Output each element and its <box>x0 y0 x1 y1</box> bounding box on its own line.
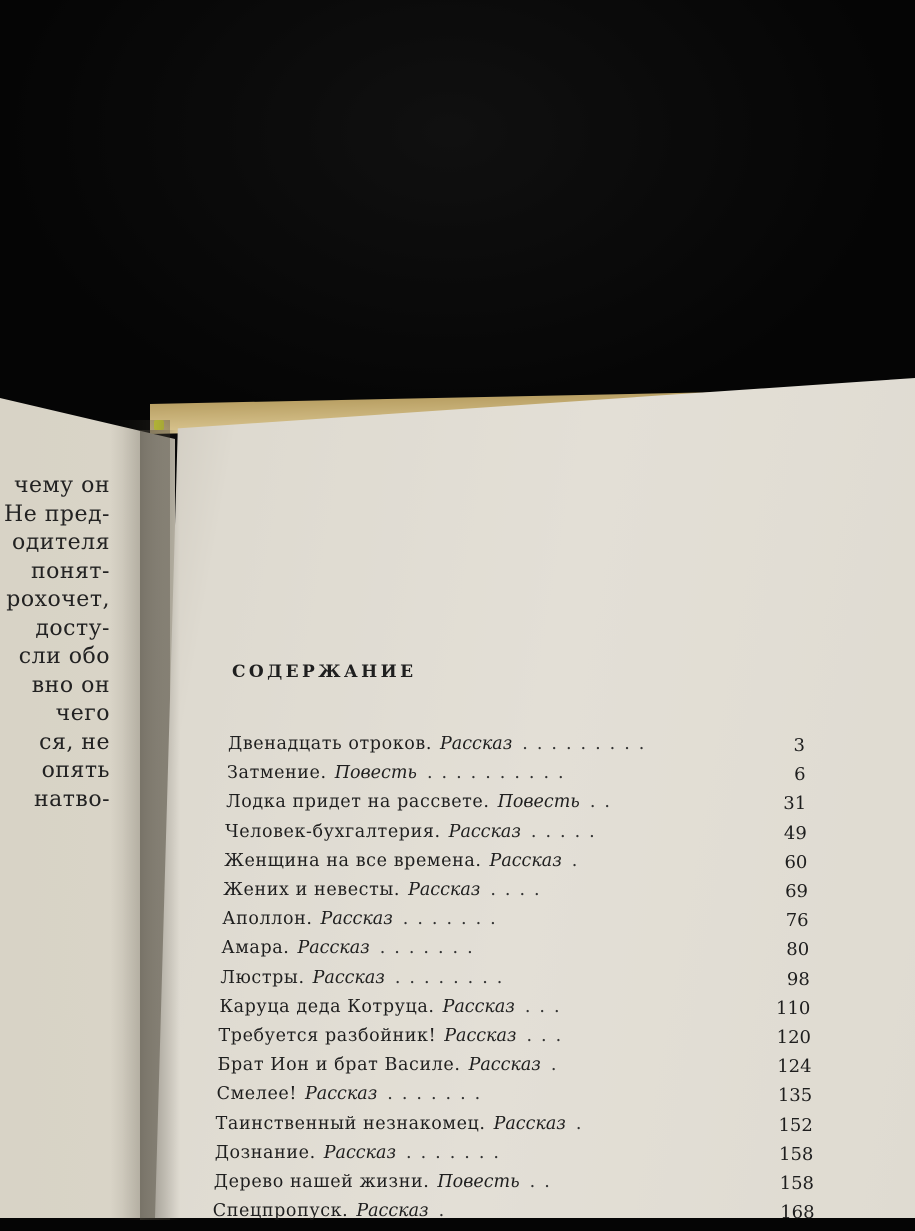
toc-entry-title: Люстры. <box>220 967 305 988</box>
toc-entry[interactable] <box>228 734 653 763</box>
toc-page-number: 110 <box>776 997 811 1019</box>
toc-entry-title: Лодка придет на рассвете. <box>226 792 490 813</box>
left-page-line: натво- <box>33 786 110 812</box>
toc-entry-genre: Рассказ <box>440 734 513 754</box>
toc-entry[interactable] <box>226 792 619 821</box>
toc-leader-dots: .... <box>490 880 549 900</box>
toc-entry[interactable] <box>219 1026 571 1055</box>
toc-leader-dots: ......... <box>522 734 654 754</box>
toc-leader-dots: .......... <box>426 763 573 784</box>
left-page-line: вно он <box>31 672 110 698</box>
toc-leader-dots: .. <box>589 792 619 813</box>
toc-leader-dots: ....... <box>387 1084 490 1105</box>
left-page-line: опять <box>41 758 110 783</box>
toc-entry-title: Смелее! <box>216 1084 298 1105</box>
toc-entry-genre: Рассказ <box>448 821 521 842</box>
toc-leader-dots: ... <box>526 1026 571 1046</box>
toc-entry[interactable] <box>213 1201 453 1230</box>
toc-entry-genre: Рассказ <box>489 850 562 871</box>
toc-entry-genre: Повесть <box>437 1172 520 1192</box>
toc-entry-title: Жених и невесты. <box>223 880 401 900</box>
toc-entry[interactable] <box>216 1114 591 1143</box>
toc-page-number: 135 <box>777 1085 813 1107</box>
toc-entry-title: Амара. <box>221 938 290 959</box>
toc-entry-genre: Рассказ <box>320 909 393 930</box>
toc-page-number: 31 <box>783 793 807 815</box>
toc-heading: СОДЕРЖАНИЕ <box>232 662 417 682</box>
toc-entry[interactable] <box>220 968 511 997</box>
toc-leader-dots: ... <box>524 996 569 1017</box>
left-page-line: одителя <box>12 530 110 555</box>
toc-page-number: 152 <box>778 1114 813 1136</box>
toc-entry-genre: Рассказ <box>468 1055 541 1076</box>
toc-page-number: 76 <box>785 910 809 932</box>
toc-entry[interactable] <box>222 909 504 938</box>
toc-entry[interactable] <box>221 938 481 967</box>
toc-entry[interactable] <box>225 822 604 851</box>
toc-entry-title: Дознание. <box>214 1142 316 1163</box>
toc-leader-dots: ..... <box>530 821 604 842</box>
toc-entry-title: Требуется разбойник! <box>218 1026 437 1046</box>
toc-leader-dots: . <box>438 1201 454 1222</box>
left-page-line: чему он <box>13 473 110 498</box>
toc-leader-dots: . <box>575 1113 591 1134</box>
toc-page-number: 158 <box>779 1173 814 1194</box>
toc-entry-title: Женщина на все времена. <box>224 850 482 871</box>
toc-entry-title: Двенадцать отроков. <box>228 734 433 754</box>
toc-leader-dots: ....... <box>402 909 505 930</box>
toc-page-number: 158 <box>779 1143 814 1165</box>
toc-page-number: 120 <box>776 1027 811 1048</box>
left-page-line: чего <box>55 701 110 726</box>
toc-entry-genre: Повесть <box>334 763 417 784</box>
left-page-line: досту- <box>35 615 110 641</box>
toc-entry-genre: Рассказ <box>493 1113 566 1134</box>
toc-entry[interactable] <box>224 851 586 880</box>
toc-leader-dots: . <box>550 1055 566 1076</box>
toc-page-number: 3 <box>793 735 805 756</box>
toc-entry[interactable] <box>227 763 573 792</box>
left-page-line: Не пред- <box>4 501 110 527</box>
table-of-contents <box>0 734 900 1224</box>
toc-entry-genre: Рассказ <box>356 1201 429 1222</box>
left-page-line: сли обо <box>18 644 110 669</box>
toc-entry-genre: Повесть <box>497 792 580 813</box>
toc-page-number: 80 <box>786 939 810 961</box>
toc-entry[interactable] <box>218 1055 566 1084</box>
toc-page-number: 168 <box>780 1202 815 1224</box>
left-page-line: рохочет, <box>6 587 110 612</box>
toc-page-number: 124 <box>777 1056 812 1078</box>
toc-entry[interactable] <box>215 1143 508 1172</box>
toc-entry[interactable] <box>223 880 548 909</box>
toc-page-number: 69 <box>785 881 808 902</box>
toc-entry-title: Брат Ион и брат Василе. <box>217 1055 461 1076</box>
toc-entry-title: Спецпропуск. <box>212 1201 349 1222</box>
toc-entry-title: Человек-бухгалтерия. <box>225 821 441 842</box>
toc-entry-title: Затмение. <box>227 763 327 784</box>
toc-entry-title: Таинственный незнакомец. <box>215 1113 486 1134</box>
toc-leader-dots: .. <box>529 1172 559 1192</box>
toc-leader-dots: ....... <box>379 938 482 959</box>
toc-leader-dots: ........ <box>394 967 512 988</box>
toc-entry-genre: Рассказ <box>323 1142 396 1163</box>
toc-entry-genre: Рассказ <box>408 880 481 900</box>
left-page-line: понят- <box>30 558 110 584</box>
dark-background <box>0 0 900 440</box>
toc-page-number: 49 <box>783 822 807 844</box>
toc-entry[interactable] <box>219 997 568 1026</box>
toc-entry-genre: Рассказ <box>312 967 385 988</box>
toc-entry-title: Дерево нашей жизни. <box>213 1172 430 1192</box>
toc-entry[interactable] <box>217 1084 490 1113</box>
toc-page-number: 6 <box>794 764 806 786</box>
toc-entry-genre: Рассказ <box>444 1026 517 1046</box>
toc-page-number: 98 <box>786 968 810 990</box>
toc-leader-dots: ....... <box>406 1142 508 1163</box>
toc-leader-dots: . <box>571 850 587 871</box>
toc-entry[interactable] <box>214 1172 559 1201</box>
left-page-line: ся, не <box>39 729 110 755</box>
toc-entry-title: Аполлон. <box>222 909 313 930</box>
toc-entry-genre: Рассказ <box>305 1084 378 1105</box>
toc-entry-title: Каруца деда Котруца. <box>219 996 435 1017</box>
toc-entry-genre: Рассказ <box>442 996 515 1017</box>
toc-page-number: 60 <box>784 851 808 873</box>
toc-entry-genre: Рассказ <box>297 938 370 959</box>
